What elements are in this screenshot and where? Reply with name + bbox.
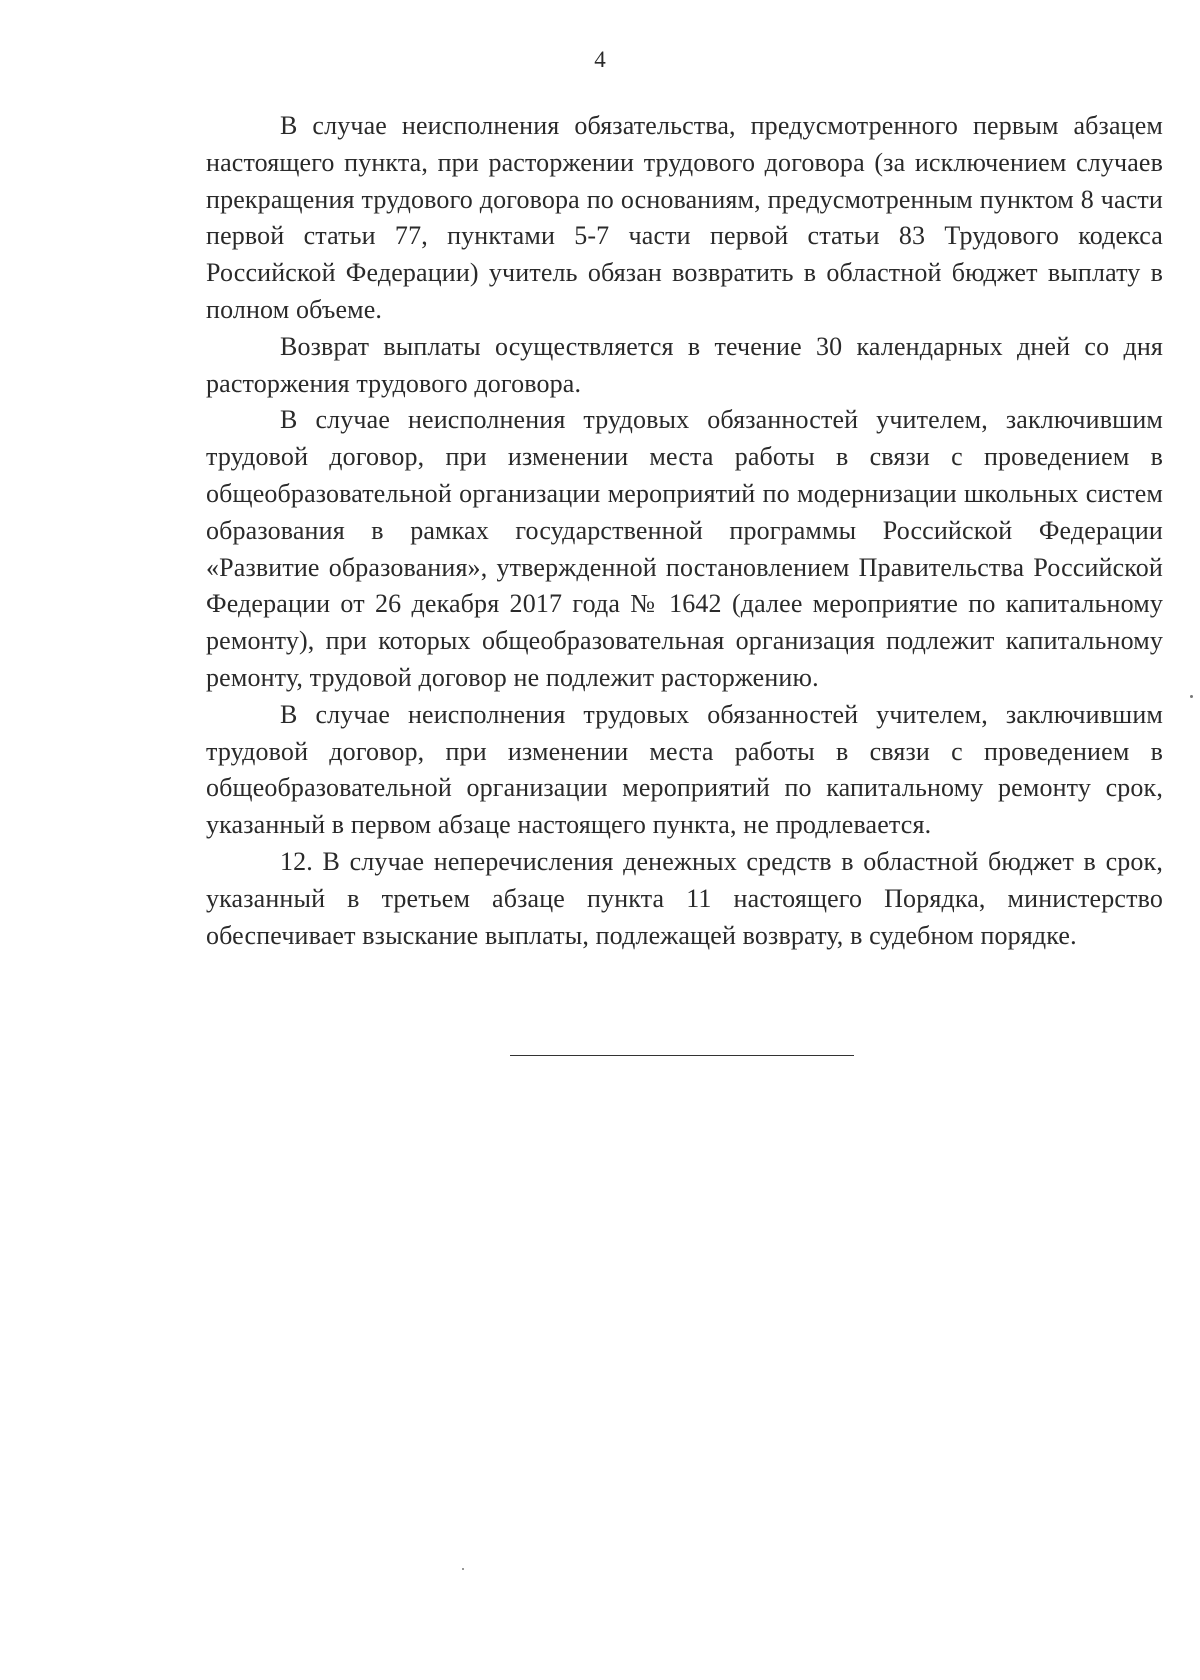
end-separator-line	[510, 1055, 854, 1056]
paragraph-refund-deadline: Возврат выплаты осуществляется в течение 30 календарных дней со дня расторжения трудового договора.	[206, 331, 1163, 398]
paragraph-court-recovery: 12. В случае неперечисления денежных средств в областной бюджет в срок, указанный в третьем абзаце пункта 11 настоящего Порядка, министерство обеспечивает взыскание выплаты, подлежащей возврату, в судебном порядке.	[206, 846, 1163, 950]
page-number: 4	[594, 47, 606, 72]
scan-speck	[1190, 695, 1193, 698]
paragraph-term-not-extended: В случае неисполнения трудовых обязанностей учителем, заключившим трудовой договор, при изменении места работы в связи с проведением в общеобразовательной организации мероприятий по капитальному ремонту срок, указанный в первом абзаце настоящего пункта, не продлевается.	[206, 699, 1163, 840]
document-body	[206, 108, 1163, 954]
paragraph-modernization-exception: В случае неисполнения трудовых обязанностей учителем, заключившим трудовой договор, при изменении места работы в связи с проведением в общеобразовательной организации мероприятий по модернизации школьных систем образования в рамках государственной программы Российской Федерации «Развитие образования», утвержденной постановлением Правительства Российской Федерации от 26 декабря 2017 года № 1642 (далее мероприятие по капитальному ремонту), при которых общеобразовательная организация подлежит капитальному ремонту, трудовой договор не подлежит расторжению.	[206, 405, 1163, 692]
paragraph-refund-obligation: В случае неисполнения обязательства, предусмотренного первым абзацем настоящего пункта, при расторжении трудового договора (за исключением случаев прекращения трудового договора по основаниям, предусмотренным пунктом 8 части первой статьи 77, пунктами 5-7 части первой статьи 83 Трудового кодекса Российской Федерации) учитель обязан возвратить в областной бюджет выплату в полном объеме.	[206, 111, 1163, 324]
scan-speck	[462, 1568, 464, 1570]
